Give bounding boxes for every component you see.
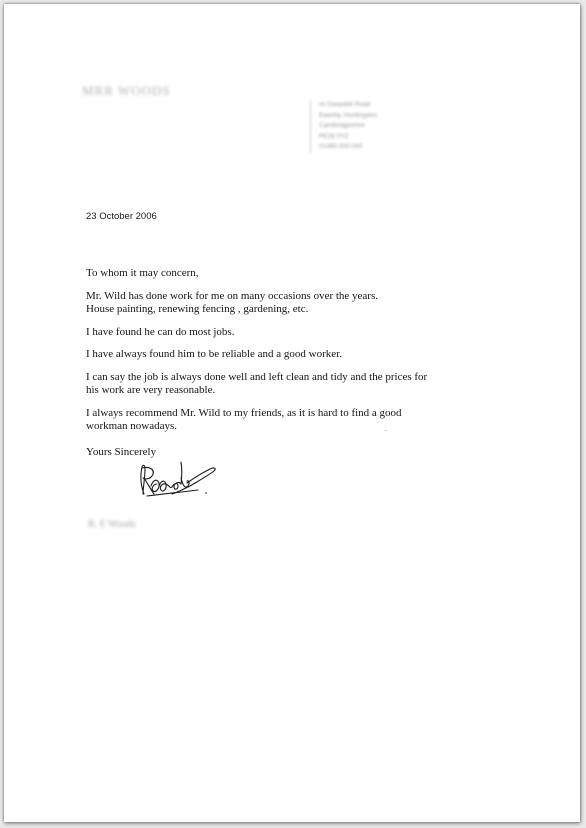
paragraph bbox=[86, 371, 486, 398]
paragraph-line: I have always found him to be reliable and a good worker. bbox=[86, 348, 342, 360]
paragraph bbox=[86, 348, 486, 362]
paragraph-line: House painting, renewing fencing , gardening, etc. bbox=[86, 303, 309, 315]
paragraph-line: his work are very reasonable. bbox=[86, 384, 216, 396]
handwritten-signature bbox=[132, 456, 226, 504]
address-line: PE28 0YZ bbox=[319, 132, 349, 140]
paragraph-line: workman nowadays. bbox=[86, 420, 178, 432]
address-line: Ewerby, Huntingdon bbox=[319, 111, 378, 119]
paragraph bbox=[86, 407, 486, 434]
paragraph bbox=[86, 326, 486, 340]
closing-text: Yours Sincerely bbox=[86, 446, 157, 458]
address-line: 01480 000 000 bbox=[319, 143, 363, 150]
paragraph-line: I can say the job is always done well and left clean and tidy and the prices for bbox=[86, 370, 428, 383]
paragraph-line: I have found he can do most jobs. bbox=[86, 325, 235, 338]
letter-date: 23 October 2006 bbox=[86, 211, 157, 222]
salutation-line: To whom it may concern, bbox=[86, 267, 199, 279]
letterhead-address bbox=[310, 100, 377, 153]
paragraph-line: Mr. Wild has done work for me on many occasions over the years. bbox=[86, 289, 379, 302]
paragraph-line: I always recommend Mr. Wild to my friends, as it is hard to find a good bbox=[86, 406, 402, 419]
address-line: Cambridgeshire bbox=[319, 122, 365, 129]
address-line: xx Deepdell Road bbox=[319, 101, 371, 108]
paragraph bbox=[86, 290, 486, 317]
letter-page bbox=[4, 4, 580, 822]
letterhead-name: MRR WOODS bbox=[82, 83, 171, 98]
scan-speck bbox=[385, 430, 387, 431]
letter-body bbox=[86, 267, 486, 443]
salutation bbox=[86, 267, 486, 281]
printed-name: R. E Woods bbox=[88, 519, 136, 530]
